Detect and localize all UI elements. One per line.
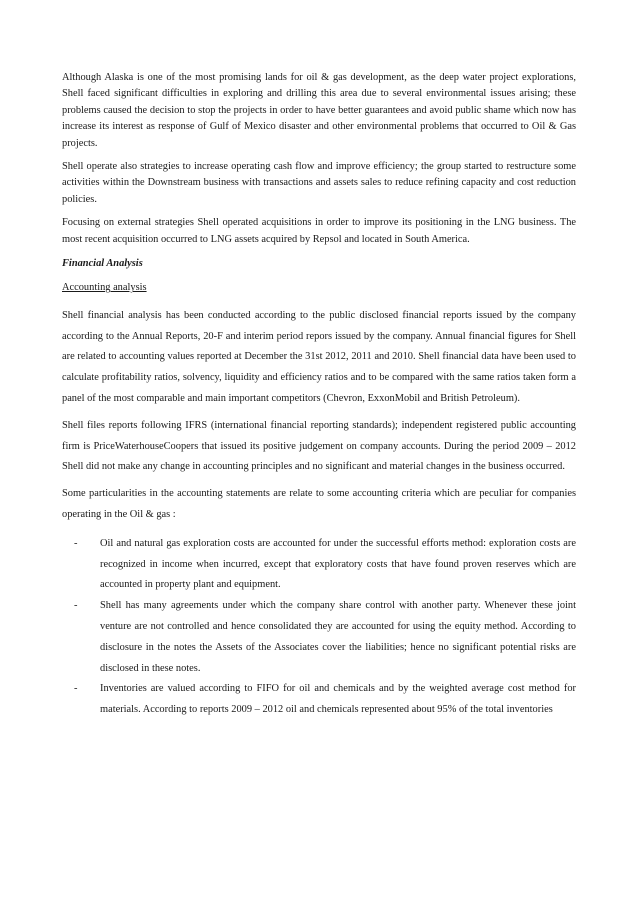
list-item-text: Shell has many agreements under which the company share control with another party. Whenever these joint venture are not controlled and hence consolidated they are accounted for using the equity method. According to disclosure in the notes the Assets of the Associates cover the liabilities; hence no significant potential risks are disclosed in these notes. — [100, 600, 576, 674]
paragraph-ifrs: Shell files reports following IFRS (international financial reporting standards); independent registered public accounting firm is PriceWaterhouseCoopers that issued its positive judgement on company accounts. During the period 2009 – 2012 Shell did not make any change in accounting principles and no significant and material changes in the business occurred. — [62, 419, 576, 473]
paragraph-strategies: Shell operate also strategies to increase operating cash flow and improve efficiency; the group started to restructure some activities within the Downstream business with transactions and assets sales to reduce refining capacity and cost reduction policies. — [62, 161, 576, 205]
paragraph-financial-analysis: Shell financial analysis has been conducted according to the public disclosed financial reports issued by the company according to the Annual Reports, 20-F and interim period repors issued by the company. Annual financial figures for Shell are related to accounting values reported at December the 31st 2012, 2011 and 2010. Shell financial data have been used to calculate profitability ratios, solvency, liquidity and efficiency ratios and to be compared with the same ratios taken form a panel of the most comparable and main important competitors (Chevron, ExxonMobil and British Petroleum). — [62, 309, 576, 405]
list-item — [62, 596, 576, 679]
bullet-dash: - — [74, 600, 78, 612]
paragraph-particularities: Some particularities in the accounting statements are relate to some accounting criteria which are peculiar for companies operating in the Oil & gas : — [62, 488, 576, 521]
accounting-criteria-list — [62, 534, 576, 721]
paragraph-external-strategies: Focusing on external strategies Shell operated acquisitions in order to improve its positioning in the LNG business. The most recent acquisition occurred to LNG assets acquired by Repsol and located in South America. — [62, 217, 576, 245]
list-item — [62, 534, 576, 596]
list-item-text: Inventories are valued according to FIFO for oil and chemicals and by the weighted average cost method for materials. According to reports 2009 – 2012 oil and chemicals represented about 95% of the total inventories — [100, 683, 576, 716]
bullet-dash: - — [74, 537, 78, 549]
document-page — [62, 70, 576, 721]
subheading-accounting-analysis: Accounting analysis — [62, 282, 147, 294]
heading-financial-analysis: Financial Analysis — [62, 258, 143, 270]
list-item — [62, 679, 576, 721]
paragraph-alaska: Although Alaska is one of the most promising lands for oil & gas development, as the deep water project explorations, Shell faced significant difficulties in exploring and drilling this area due to several environmental issues arising; these problems caused the decision to stop the projects in order to have better guarantees and avoid public shame which now has increase its interest as response of Gulf of Mexico disaster and other environmental problems that occurred to Oil & Gas projects. — [62, 72, 576, 149]
list-item-text: Oil and natural gas exploration costs are accounted for under the successful efforts method: exploration costs are recognized in income when incurred, except that exploratory costs that have found proven reserves which are accounted in property plant and equipment. — [100, 537, 576, 591]
bullet-dash: - — [74, 683, 78, 695]
